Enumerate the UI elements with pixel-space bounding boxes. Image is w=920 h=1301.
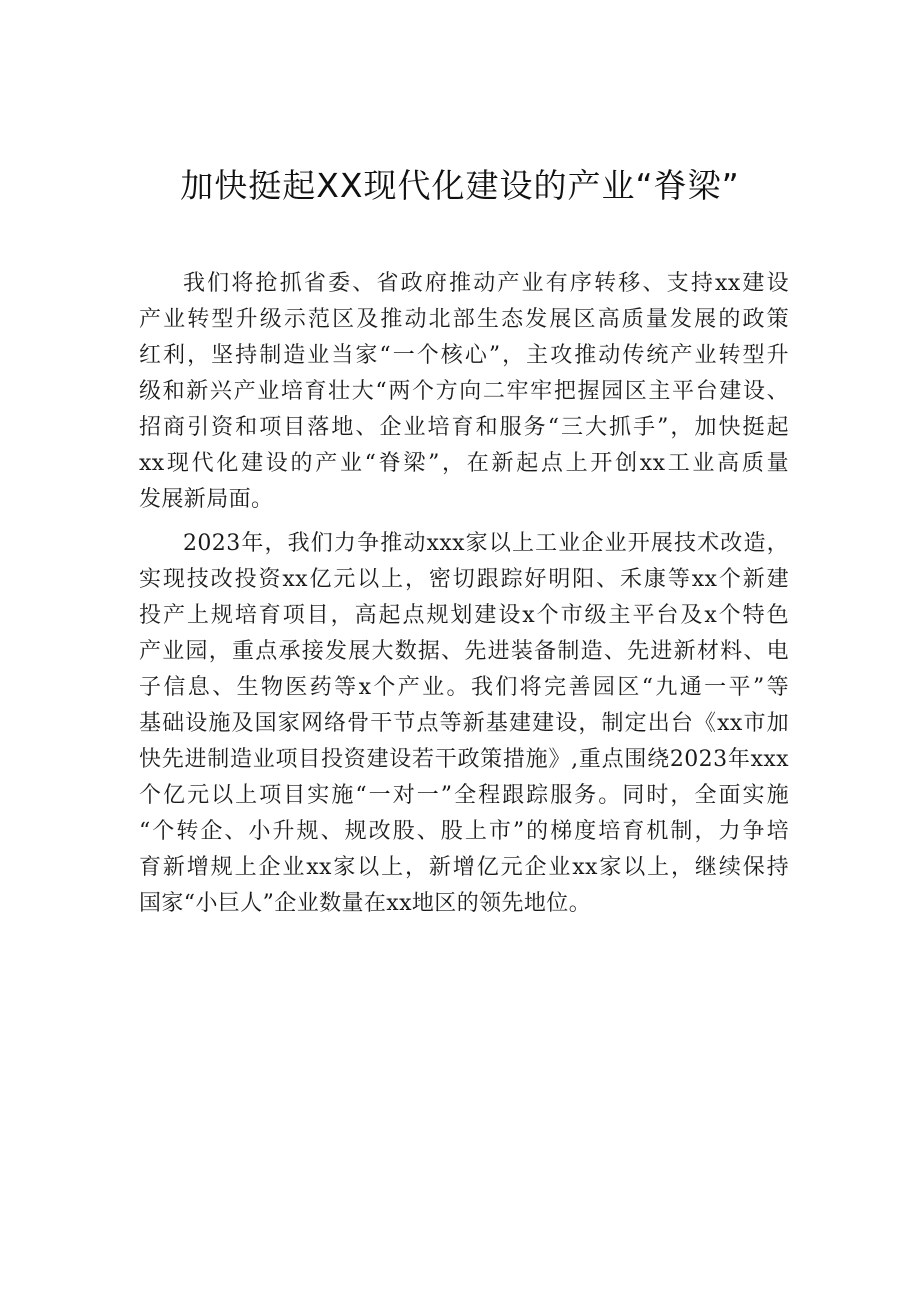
text-line: “个转企、小升规、规改股、股上市”的梯度培育机制，力争培 [139, 819, 789, 844]
text-line: 级和新兴产业培育壮大“两个方向二牢牢把握园区主平台建设、 [139, 379, 789, 404]
paragraph-spacer [139, 518, 789, 526]
text-line: 2023年，我们力争推动xxx家以上工业企业开展技术改造， [183, 531, 789, 556]
text-line: 产业园，重点承接发展大数据、先进装备制造、先进新材料、电 [139, 639, 789, 664]
text-line: 实现技改投资xx亿元以上，密切跟踪好明阳、禾康等xx个新建 [139, 567, 789, 592]
text-line: 红利，坚持制造业当家“一个核心”，主攻推动传统产业转型升 [139, 343, 789, 368]
text-line: 育新增规上企业xx家以上，新增亿元企业xx家以上，继续保持 [139, 855, 789, 880]
text-line: 投产上规培育项目，高起点规划建设x个市级主平台及x个特色 [139, 603, 789, 628]
text-line: 子信息、生物医药等x个产业。我们将完善园区“九通一平”等 [139, 675, 789, 700]
text-line: 招商引资和项目落地、企业培育和服务“三大抓手”，加快挺起 [139, 415, 789, 440]
paragraph-1 [139, 266, 789, 518]
text-line: 个亿元以上项目实施“一对一”全程跟踪服务。同时，全面实施 [139, 783, 789, 808]
text-line: 发展新局面。 [139, 487, 274, 512]
text-line: 国家“小巨人”企业数量在xx地区的领先地位。 [139, 891, 592, 916]
text-line: 我们将抢抓省委、省政府推动产业有序转移、支持xx建设 [183, 271, 789, 296]
paragraph-2 [139, 526, 789, 922]
text-line: 快先进制造业项目投资建设若干政策措施》,重点围绕2023年xxx [139, 747, 789, 772]
document-title: 加快挺起XX现代化建设的产业“脊梁” [180, 166, 740, 205]
text-line: 基础设施及国家网络骨干节点等新基建建设，制定出台《xx市加 [139, 711, 789, 736]
text-line: 产业转型升级示范区及推动北部生态发展区高质量发展的政策 [139, 307, 789, 332]
text-line: xx现代化建设的产业“脊梁”，在新起点上开创xx工业高质量 [139, 451, 789, 476]
document-body [139, 266, 789, 922]
